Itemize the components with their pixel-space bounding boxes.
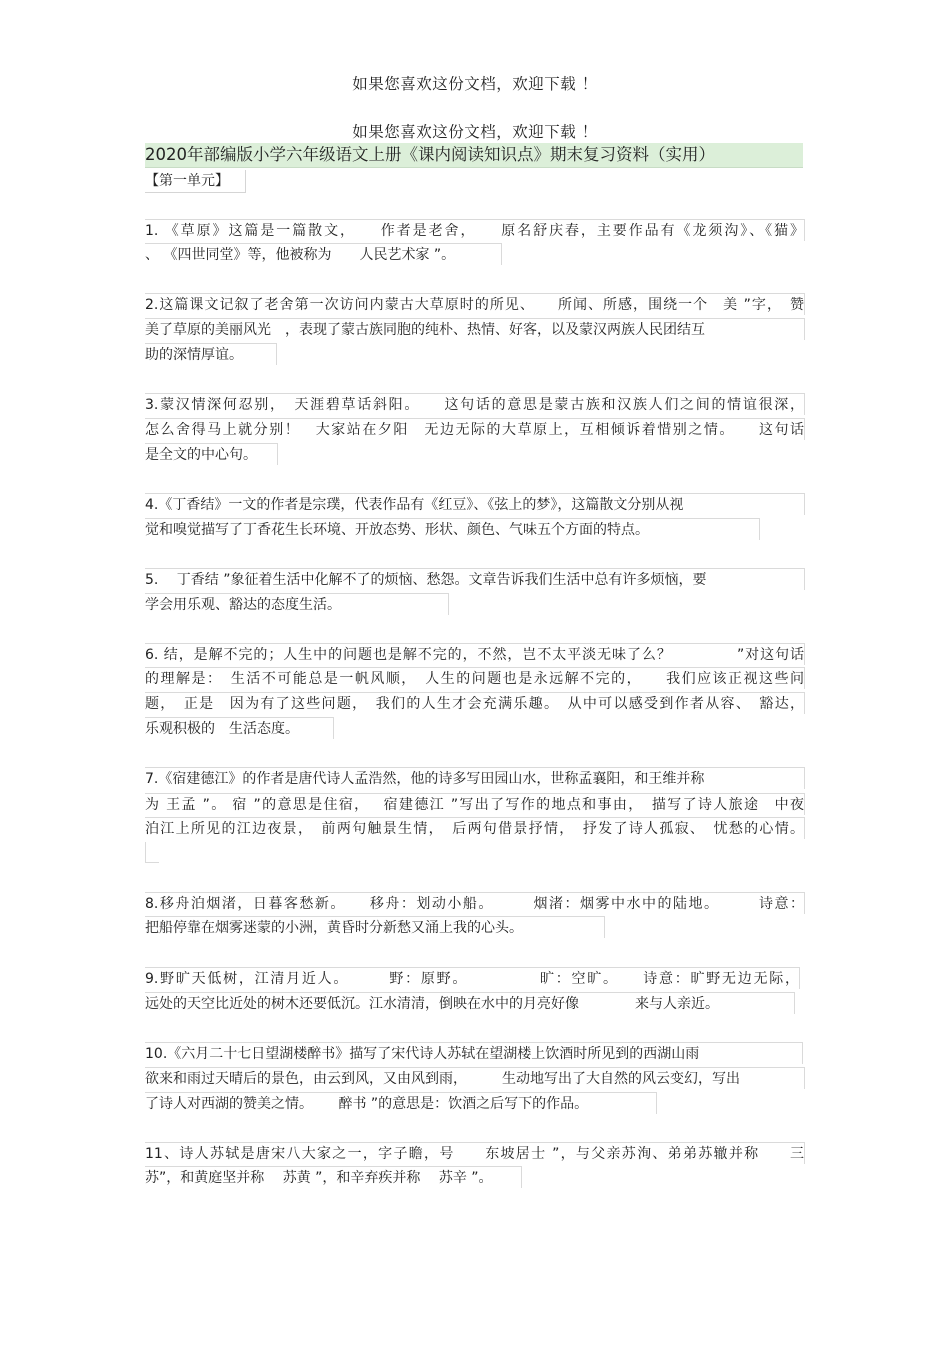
- item-6-line-3: 题， 正是 因为有了这些问题， 我们的人生才会充满乐趣。 从中可以感受到作者从容、 豁达，: [145, 692, 805, 714]
- item-7-stub: [145, 842, 159, 863]
- unit-heading: 【第一单元】: [145, 170, 246, 193]
- item-11-line-1: 11、诗人苏轼是唐宋八大家之一，字子瞻，号 东坡居士 ”，与父亲苏洵、弟弟苏辙并称 三: [145, 1142, 805, 1164]
- item-3-line-2: 怎么舍得马上就分别！ 大家站在夕阳 无边无际的大草原上，互相倾诉着惜别之情。 这句话: [145, 418, 805, 440]
- download-banner-1: 如果您喜欢这份文档，欢迎下载 ！: [352, 75, 598, 93]
- item-2-line-3: 助的深情厚谊。: [145, 343, 277, 365]
- item-7-line-1: 7.《宿建德江》的作者是唐代诗人孟浩然，他的诗多写田园山水，世称孟襄阳，和王维并称: [145, 767, 805, 789]
- item-3-line-3: 是全文的中心句。: [145, 443, 278, 465]
- item-6-line-1: 6. 结，是解不完的；人生中的问题也是解不完的，不然，岂不太平淡无味了么？ ”对这句话: [145, 643, 805, 665]
- item-5-line-1: 5. 丁香结 ”象征着生活中化解不了的烦恼、愁怨。文章告诉我们生活中总有许多烦恼，要: [145, 568, 805, 590]
- item-10-line-3: 了诗人对西湖的赞美之情。 醉书 ”的意思是：饮酒之后写下的作品。: [145, 1092, 657, 1114]
- document-title: 2020年部编版小学六年级语文上册《课内阅读知识点》期末复习资料（实用）: [145, 143, 803, 168]
- item-4-line-1: 4.《丁香结》一文的作者是宗璞，代表作品有《红豆》、《弦上的梦》，这篇散文分别从视: [145, 493, 805, 515]
- item-1-line-2: 、 《四世同堂》等，他被称为 人民艺术家 ”。: [145, 243, 502, 265]
- download-banner-2: 如果您喜欢这份文档，欢迎下载 ！: [352, 123, 598, 141]
- item-7-line-2: 为 王孟 ”。 宿 ”的意思是住宿， 宿建德江 ”写出了写作的地点和事由， 描写了诗人旅途 中夜: [145, 793, 805, 815]
- item-6-line-2: 的理解是： 生活不可能总是一帆风顺， 人生的问题也是永远解不完的， 我们应该正视这些问: [145, 667, 805, 689]
- item-6-line-4: 乐观积极的 生活态度。: [145, 717, 334, 739]
- item-2-line-2: 美了草原的美丽风光 ，表现了蒙古族同胞的纯朴、热情、好客，以及蒙汉两族人民团结互: [145, 318, 805, 340]
- item-5-line-2: 学会用乐观、豁达的态度生活。: [145, 593, 449, 615]
- item-9-line-2: 远处的天空比近处的树木还要低沉。江水清清，倒映在水中的月亮好像 来与人亲近。: [145, 992, 795, 1014]
- item-2-line-1: 2.这篇课文记叙了老舍第一次访问内蒙古大草原时的所见、 所闻、所感，围绕一个 美 ”字， 赞: [145, 293, 805, 315]
- item-9-line-1: 9.野旷天低树，江清月近人。 野：原野。 旷：空旷。 诗意：旷野无边无际，: [145, 967, 800, 989]
- item-3-line-1: 3.蒙汉情深何忍别， 天涯碧草话斜阳。 这句话的意思是蒙古族和汉族人们之间的情谊很深，: [145, 393, 805, 415]
- item-7-line-3: 泊江上所见的江边夜景， 前两句触景生情， 后两句借景抒情， 抒发了诗人孤寂、 忧愁的心情。: [145, 817, 805, 839]
- item-11-line-2: 苏”，和黄庭坚并称 苏黄 ”，和辛弃疾并称 苏辛 ”。: [145, 1166, 522, 1188]
- item-10-line-1: 10.《六月二十七日望湖楼醉书》描写了宋代诗人苏轼在望湖楼上饮酒时所见到的西湖山雨: [145, 1042, 803, 1064]
- item-8-line-2: 把船停靠在烟雾迷蒙的小洲，黄昏时分新愁又涌上我的心头。: [145, 916, 605, 938]
- item-8-line-1: 8.移舟泊烟渚，日暮客愁新。 移舟：划动小船。 烟渚：烟雾中水中的陆地。 诗意：: [145, 892, 805, 914]
- item-10-line-2: 欲来和雨过天晴后的景色，由云到风，又由风到雨， 生动地写出了大自然的风云变幻，写出: [145, 1067, 805, 1089]
- item-4-line-2: 觉和嗅觉描写了丁香花生长环境、开放态势、形状、颜色、气味五个方面的特点。: [145, 518, 760, 540]
- item-1-line-1: 1. 《草原》这篇是一篇散文， 作者是老舍， 原名舒庆春，主要作品有《龙须沟》、《猫》: [145, 219, 805, 241]
